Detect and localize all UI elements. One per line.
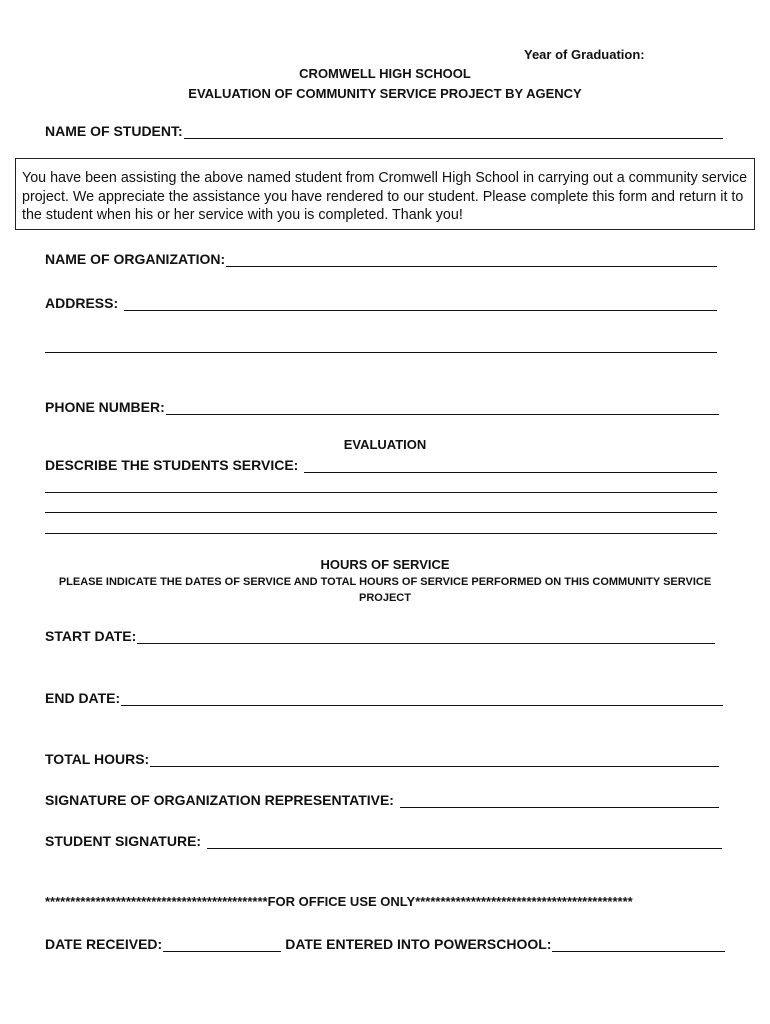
form-title: EVALUATION OF COMMUNITY SERVICE PROJECT BY AGENCY — [188, 86, 582, 101]
student-name-field[interactable] — [45, 123, 723, 139]
describe-service-line-3[interactable] — [45, 512, 717, 513]
total-hours-label: TOTAL HOURS: — [45, 751, 150, 767]
organization-name-field[interactable] — [45, 251, 717, 267]
student-signature-label: STUDENT SIGNATURE: — [45, 833, 202, 849]
phone-field[interactable] — [45, 399, 719, 415]
hours-instruction-line-1: PLEASE INDICATE THE DATES OF SERVICE AND TOTAL HOURS OF SERVICE PERFORMED ON THIS COMMUNITY SERVICE — [58, 576, 712, 588]
describe-service-line-4[interactable] — [45, 533, 717, 534]
address-line-1[interactable] — [124, 296, 717, 311]
student-signature-field[interactable] — [45, 833, 722, 849]
organization-name-label: NAME OF ORGANIZATION: — [45, 251, 226, 267]
end-date-label: END DATE: — [45, 690, 121, 706]
org-rep-signature-label: SIGNATURE OF ORGANIZATION REPRESENTATIVE: — [45, 792, 394, 808]
school-name: CROMWELL HIGH SCHOOL — [299, 66, 471, 81]
date-received-label: DATE RECEIVED: — [45, 936, 163, 952]
evaluation-heading: EVALUATION — [343, 437, 427, 452]
date-entered-line[interactable] — [552, 937, 725, 952]
graduation-year-label: Year of Graduation: — [524, 47, 645, 62]
describe-service-line-2[interactable] — [45, 492, 717, 493]
describe-service-label: DESCRIBE THE STUDENTS SERVICE: — [45, 457, 299, 473]
describe-service-field[interactable] — [45, 457, 717, 473]
total-hours-field[interactable] — [45, 751, 719, 767]
date-received-line[interactable] — [163, 937, 281, 952]
phone-line[interactable] — [166, 400, 719, 415]
phone-label: PHONE NUMBER: — [45, 399, 165, 415]
notice-box: You have been assisting the above named student from Cromwell High School in carrying out a community service project. We appreciate the assistance you have rendered to our student. Please complete this form and return it to the student when his or her service with you is completed. Thank you! — [15, 158, 755, 230]
address-field[interactable] — [45, 295, 717, 311]
address-line-2[interactable] — [45, 352, 717, 353]
office-use-banner: ********************************************FOR OFFICE USE ONLY******************************************* — [45, 894, 633, 909]
student-signature-line[interactable] — [207, 834, 722, 849]
org-rep-signature-line[interactable] — [400, 793, 719, 808]
student-name-line[interactable] — [184, 124, 723, 139]
start-date-field[interactable] — [45, 628, 715, 644]
end-date-field[interactable] — [45, 690, 723, 706]
end-date-line[interactable] — [121, 691, 723, 706]
date-entered-label: DATE ENTERED INTO POWERSCHOOL: — [285, 936, 552, 952]
describe-service-line-1[interactable] — [304, 458, 717, 473]
hours-heading: HOURS OF SERVICE — [320, 557, 450, 572]
hours-instruction-line-2: PROJECT — [359, 592, 411, 604]
start-date-line[interactable] — [137, 629, 715, 644]
address-label: ADDRESS: — [45, 295, 119, 311]
organization-name-line[interactable] — [226, 252, 717, 267]
student-name-label: NAME OF STUDENT: — [45, 123, 183, 139]
start-date-label: START DATE: — [45, 628, 137, 644]
office-dates-row — [45, 936, 725, 952]
org-rep-signature-field[interactable] — [45, 792, 719, 808]
total-hours-line[interactable] — [150, 752, 719, 767]
